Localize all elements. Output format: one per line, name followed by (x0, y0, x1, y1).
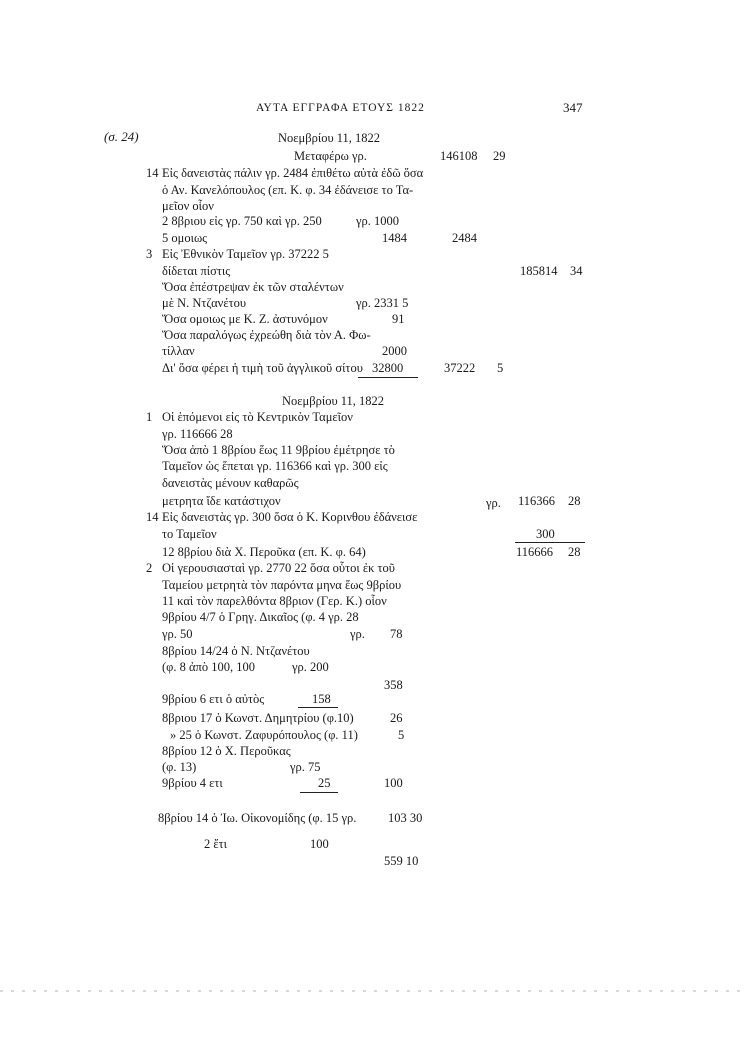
entry-subtotal: 358 (384, 678, 403, 692)
section-date: Νοεμβρίου 11, 1822 (278, 131, 381, 145)
entry-line: 9βρίου 4 ετι (162, 776, 223, 790)
right-column-amount: 116366 (518, 494, 556, 508)
entry-line: 8βρίου 12 ὁ Χ. Περοῦκας (162, 744, 291, 758)
entry-amount: 78 (390, 627, 403, 641)
entry-line: ὁ Αν. Κανελόπουλος (επ. Κ. φ. 34 ἐδάνεισε το Τα- (162, 183, 414, 197)
scan-artifact-line (0, 990, 744, 992)
entry-amount: 32800 (372, 361, 404, 375)
entry-line: Εἰς δανειστὰς γρ. 300 ὅσα ὁ Κ. Κορινθου ἐδάνεισε (162, 510, 418, 524)
carried-forward-amount: 146108 (440, 149, 478, 163)
entry-total: 2484 (452, 231, 477, 245)
entry-line: μετρητα ἴδε κατάστιχον (162, 494, 281, 508)
entry-day: 14 (146, 166, 159, 180)
entry-line: το Ταμεῖον (162, 527, 217, 541)
entry-line: 8βρίου 14 ὁ Ἰω. Οἰκονομίδης (φ. 15 γρ. (158, 811, 357, 825)
entry-line: 11 καὶ τὸν παρελθόντα 8βριον (Γερ. Κ.) οἷον (162, 594, 387, 608)
entry-line: δίδεται πίστις (162, 264, 231, 278)
entry-line: Ὅσα ἐπέστρεψαν ἐκ τῶν σταλέντων (162, 280, 344, 294)
entry-line: γρ. 116666 28 (162, 427, 233, 441)
entry-day: 2 (146, 561, 153, 575)
entry-amount: γρ. 2331 5 (356, 296, 409, 310)
entry-line: τίλλαν (162, 344, 195, 358)
entry-amount: 103 30 (388, 811, 423, 825)
entry-day: 3 (146, 247, 153, 261)
entry-line: μὲ Ν. Ντζανέτου (162, 296, 247, 310)
sum-rule (358, 377, 418, 378)
entry-line: 5 ομοιως (162, 231, 208, 245)
entry-amount: 25 (318, 776, 331, 790)
entry-subtotal: 100 (384, 776, 403, 790)
entry-total-fraction: 5 (497, 361, 504, 375)
right-column-fraction: 34 (570, 264, 583, 278)
entry-amount: 91 (392, 312, 405, 326)
entry-line: (φ. 13) (162, 760, 197, 774)
running-title: ΑΥΤΑ ΕΓΓΡΑΦΑ ΕΤΟΥΣ 1822 (256, 102, 425, 114)
entry-line: Οἱ γερουσιασταὶ γρ. 2770 22 ὅσα οὗτοι ἐκ τοῦ (162, 561, 395, 575)
entry-line: Ταμεῖον ὡς ἕπεται γρ. 116366 καὶ γρ. 300 εἰς (162, 459, 388, 473)
entry-amount: 5 (398, 728, 405, 742)
entry-line: Ὅσα ομοιως με Κ. Ζ. ἀστυνόμον (162, 312, 328, 326)
section-date: Νοεμβρίου 11, 1822 (282, 394, 385, 408)
page-number: 347 (563, 100, 583, 115)
entry-amount: 100 (310, 837, 329, 851)
carried-forward-fraction: 29 (493, 149, 506, 163)
entry-line: Ταμείου μετρητὰ τὸν παρόντα μηνα ἕως 9βρίου (162, 578, 402, 592)
currency-label: γρ. (350, 627, 365, 641)
entry-line: δανειστὰς μένουν καθαρῶς (162, 476, 299, 490)
margin-note: (σ. 24) (104, 129, 139, 144)
right-column-total-fraction: 28 (568, 545, 581, 559)
entry-day: 1 (146, 410, 153, 424)
entry-amount: γρ. 200 (292, 660, 329, 674)
carried-forward-label: Μεταφέρω γρ. (294, 149, 367, 163)
entry-amount: 158 (312, 692, 331, 706)
entry-line: » 25 ὁ Κωνστ. Ζαφυρόπουλος (φ. 11) (170, 728, 358, 742)
entry-line: μεῖον οἷον (162, 199, 214, 213)
right-column-amount: 300 (536, 527, 555, 541)
entry-line: γρ. 50 (162, 627, 193, 641)
entry-amount: 26 (390, 711, 403, 725)
sum-rule (300, 792, 338, 793)
entry-line: Εἰς δανειστὰς πάλιν γρ. 2484 ἐπιθέτω αὐτὰ ἐδῶ ὅσα (162, 166, 424, 180)
entry-line: 9βρίου 6 ετι ὁ αὐτὸς (162, 692, 265, 706)
entry-day: 14 (146, 510, 159, 524)
entry-line: 8βριου 17 ὁ Κωνστ. Δημητρίου (φ.10) (162, 711, 354, 725)
right-column-fraction: 28 (568, 494, 581, 508)
sum-rule (515, 542, 585, 543)
entry-amount: γρ. 75 (290, 760, 321, 774)
entry-line: Εἰς Ἐθνικὸν Ταμεῖον γρ. 37222 5 (162, 247, 329, 261)
entry-amount: 2000 (382, 344, 407, 358)
entry-line: 12 8βρίου διὰ Χ. Περοῦκα (επ. Κ. φ. 64) (162, 545, 366, 559)
entry-line: Ὅσα ἀπὸ 1 8βρίου ἕως 11 9βρίου ἐμέτρησε τὸ (162, 443, 395, 457)
entry-line: 2 ἔτι (204, 837, 228, 851)
entry-total: 37222 (444, 361, 476, 375)
entry-line: Δι' ὅσα φέρει ἡ τιμὴ τοῦ ἀγγλικοῦ σίτου (162, 361, 363, 375)
entry-line: Οἱ ἑπόμενοι εἰς τὸ Κεντρικὸν Ταμεῖον (162, 410, 353, 424)
entry-line: Ὅσα παραλόγως ἐχρεώθη διὰ τὸν Α. Φω- (162, 328, 371, 342)
currency-label: γρ. (486, 496, 501, 510)
entry-amount: γρ. 1000 (356, 214, 400, 228)
entry-line: 9βρίου 4/7 ὁ Γρηγ. Δικαῖος (φ. 4 γρ. 28 (162, 610, 359, 624)
entry-line: (φ. 8 ἀπὸ 100, 100 (162, 660, 255, 674)
sum-rule (298, 707, 338, 708)
entry-total: 559 10 (384, 854, 419, 868)
right-column-total: 116666 (516, 545, 554, 559)
entry-line: 2 8βριου εἰς γρ. 750 καὶ γρ. 250 (162, 214, 322, 228)
entry-amount: 1484 (382, 231, 407, 245)
entry-line: 8βρίου 14/24 ὁ Ν. Ντζανέτου (162, 644, 310, 658)
right-column-amount: 185814 (520, 264, 558, 278)
